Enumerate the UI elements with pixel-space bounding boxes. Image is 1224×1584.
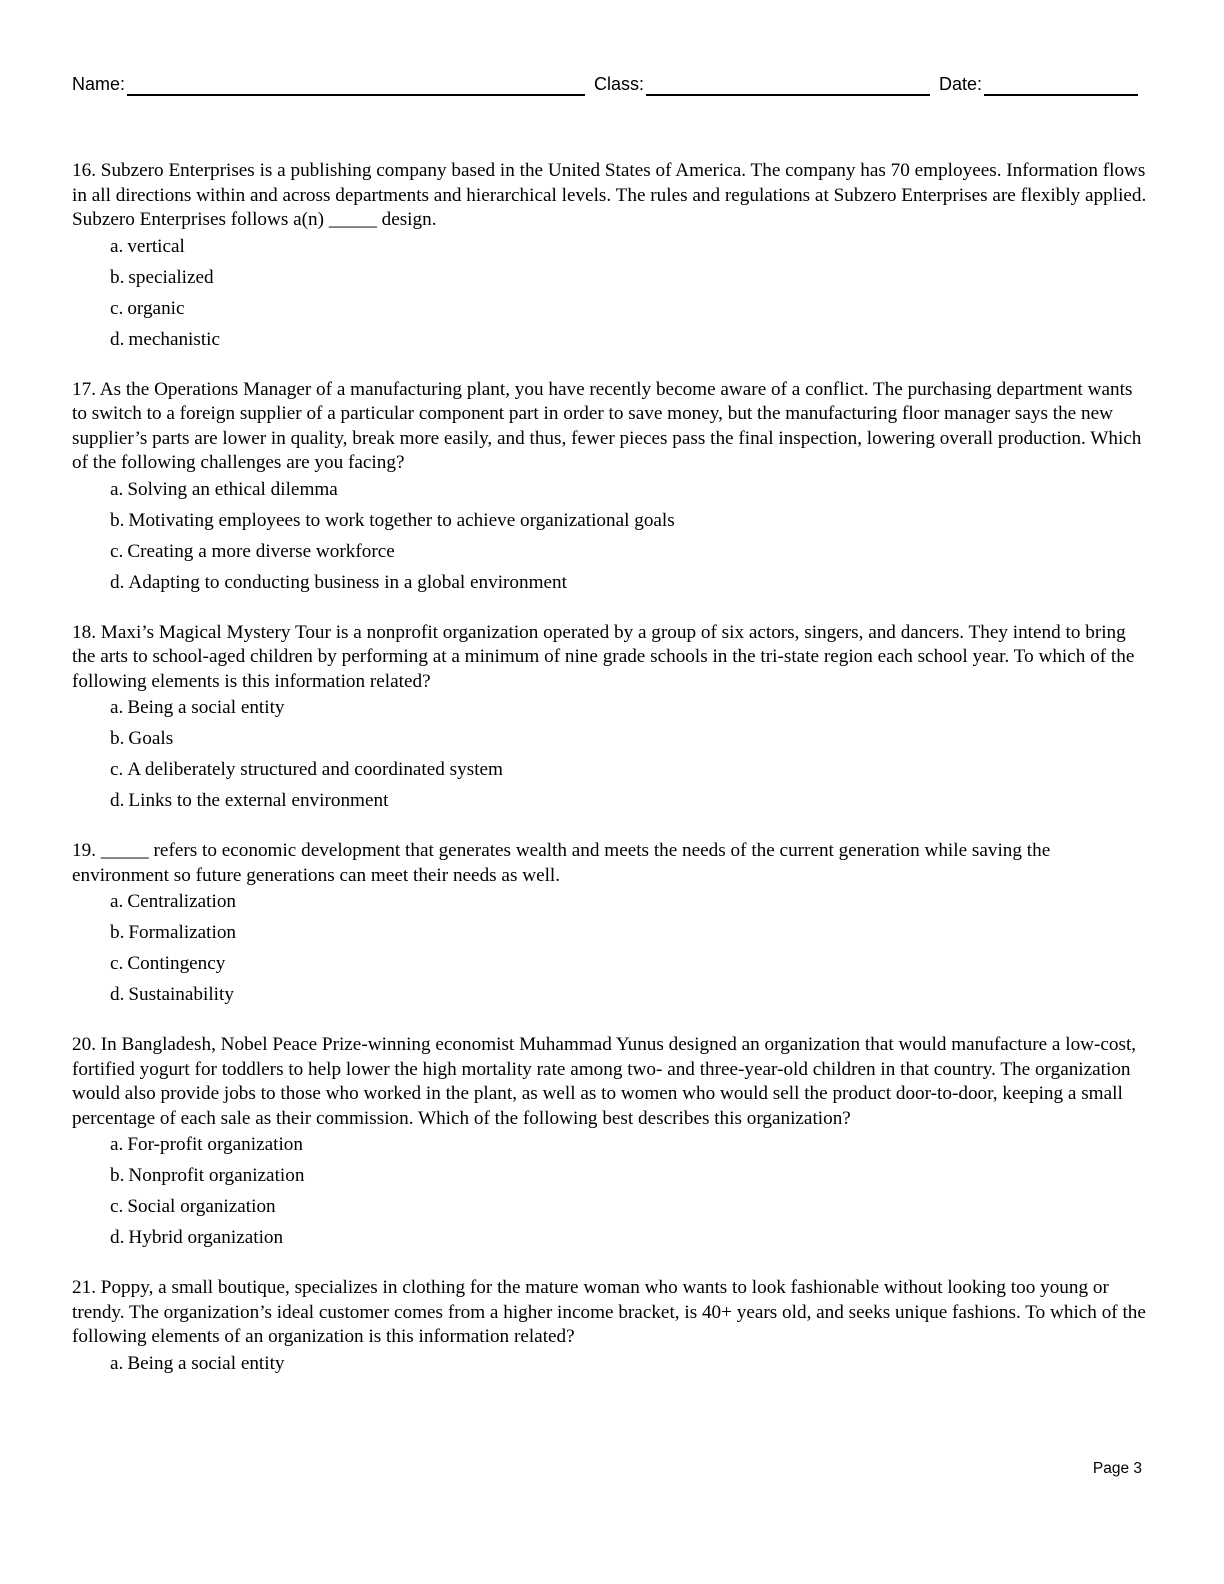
option-text: Sustainability [128,984,234,1005]
answer-option[interactable] [72,507,1147,538]
answer-options [72,694,1147,818]
name-field [72,70,585,96]
answer-option[interactable] [72,233,1147,264]
question-19 [72,839,1147,1012]
option-letter: d. [110,328,125,350]
answer-option[interactable] [72,919,1147,950]
option-letter: b. [110,1165,125,1186]
answer-options [72,233,1147,357]
option-letter: d. [110,790,125,811]
option-text: Goals [128,728,174,749]
answer-option[interactable] [72,787,1147,818]
date-line[interactable] [984,72,1138,96]
option-text: For-profit organization [127,1134,303,1155]
option-letter: a. [110,1134,124,1155]
class-line[interactable] [646,72,930,96]
question-20 [72,1033,1147,1255]
option-letter: a. [110,891,124,912]
option-letter: c. [110,953,124,974]
class-field [594,70,930,96]
option-text: Creating a more diverse workforce [127,540,395,562]
option-letter: b. [110,922,125,943]
option-letter: b. [110,509,125,531]
option-text: specialized [128,266,214,288]
question-stem: 20. In Bangladesh, Nobel Peace Prize-winning economist Muhammad Yunus designed an organization that would manufacture a low-cost, fortified yogurt for toddlers to help lower the high mortality rate among two- and three-year-old children in that country. The organization would also provide jobs to those who worked in the plant, as well as to women who would sell the product door-to-door, keeping a small percentage of each sale as their commission. Which of the following best describes this organization? [72,1034,1137,1129]
option-letter: c. [110,297,124,319]
option-text: A deliberately structured and coordinated system [127,759,503,780]
option-text: Nonprofit organization [128,1165,305,1186]
option-text: Solving an ethical dilemma [127,478,338,500]
option-letter: d. [110,571,125,593]
answer-option[interactable] [72,538,1147,569]
header [72,70,1142,100]
date-label: Date: [939,74,983,94]
answer-option[interactable] [72,295,1147,326]
question-21 [72,1276,1147,1381]
answer-option[interactable] [72,1224,1147,1255]
answer-option[interactable] [72,725,1147,756]
option-text: mechanistic [128,328,221,350]
answer-option[interactable] [72,756,1147,787]
answer-option[interactable] [72,981,1147,1012]
option-text: Social organization [127,1196,276,1217]
question-stem: 21. Poppy, a small boutique, specializes in clothing for the mature woman who wants to look fashionable without looking too young or trendy. The organization’s ideal customer comes from a higher income bracket, is 40+ years old, and seeks unique fashions. To which of the following elements of an organization is this information related? [72,1277,1146,1347]
question-stem: 17. As the Operations Manager of a manufacturing plant, you have recently become aware of a conflict. The purchasing department wants to switch to a foreign supplier of a particular component part in order to save money, but the manufacturing floor manager says the new supplier’s parts are lower in quality, break more easily, and thus, fewer pieces pass the final inspection, lowering overall production. Which of the following challenges are you facing? [72,378,1142,473]
answer-option[interactable] [72,326,1147,357]
answer-option[interactable] [72,694,1147,725]
question-stem: 19. _____ refers to economic development that generates wealth and meets the needs of the current generation while saving the environment so future generations can meet their needs as well. [72,840,1051,886]
answer-option[interactable] [72,569,1147,600]
answer-option[interactable] [72,1131,1147,1162]
answer-option[interactable] [72,1162,1147,1193]
answer-options [72,476,1147,600]
question-17 [72,378,1147,600]
option-letter: a. [110,1352,124,1374]
option-text: Hybrid organization [128,1227,284,1248]
question-18 [72,621,1147,819]
class-label: Class: [594,74,645,94]
question-list [72,159,1147,1402]
question-stem: 18. Maxi’s Magical Mystery Tour is a nonprofit organization operated by a group of six actors, singers, and dancers. They intend to bring the arts to school-aged children by performing at a minimum of nine grade schools in the tri-state region each school year. To which of the following elements is this information related? [72,621,1135,692]
option-text: Motivating employees to work together to achieve organizational goals [128,509,675,531]
option-letter: a. [110,235,124,257]
option-text: Being a social entity [127,697,285,718]
answer-option[interactable] [72,888,1147,919]
answer-option[interactable] [72,1350,1147,1381]
option-text: organic [127,297,185,319]
option-letter: b. [110,728,125,749]
option-letter: a. [110,697,124,718]
option-text: Contingency [127,953,226,974]
option-letter: c. [110,1196,124,1217]
option-text: Formalization [128,922,237,943]
option-letter: d. [110,1227,125,1248]
option-text: Links to the external environment [128,790,389,811]
option-letter: c. [110,540,124,562]
answer-option[interactable] [72,264,1147,295]
option-letter: c. [110,759,124,780]
option-text: Being a social entity [127,1352,285,1374]
answer-option[interactable] [72,950,1147,981]
page-number: Page 3 [1092,1460,1142,1477]
date-field [939,70,1138,96]
name-line[interactable] [127,72,585,96]
question-stem: 16. Subzero Enterprises is a publishing company based in the United States of America. The company has 70 employees. Information flows in all directions within and across departments and hierarchical levels. The rules and regulations at Subzero Enterprises are flexibly applied. Subzero Enterprises follows a(n) _____ design. [72,160,1147,230]
answer-option[interactable] [72,476,1147,507]
option-letter: b. [110,266,125,288]
name-label: Name: [72,74,126,94]
option-text: vertical [127,235,185,257]
answer-options [72,1350,1147,1381]
question-16 [72,159,1147,357]
answer-options [72,888,1147,1012]
option-letter: a. [110,478,124,500]
option-text: Centralization [127,891,237,912]
answer-option[interactable] [72,1193,1147,1224]
option-letter: d. [110,984,125,1005]
option-text: Adapting to conducting business in a global environment [128,571,567,593]
answer-options [72,1131,1147,1255]
